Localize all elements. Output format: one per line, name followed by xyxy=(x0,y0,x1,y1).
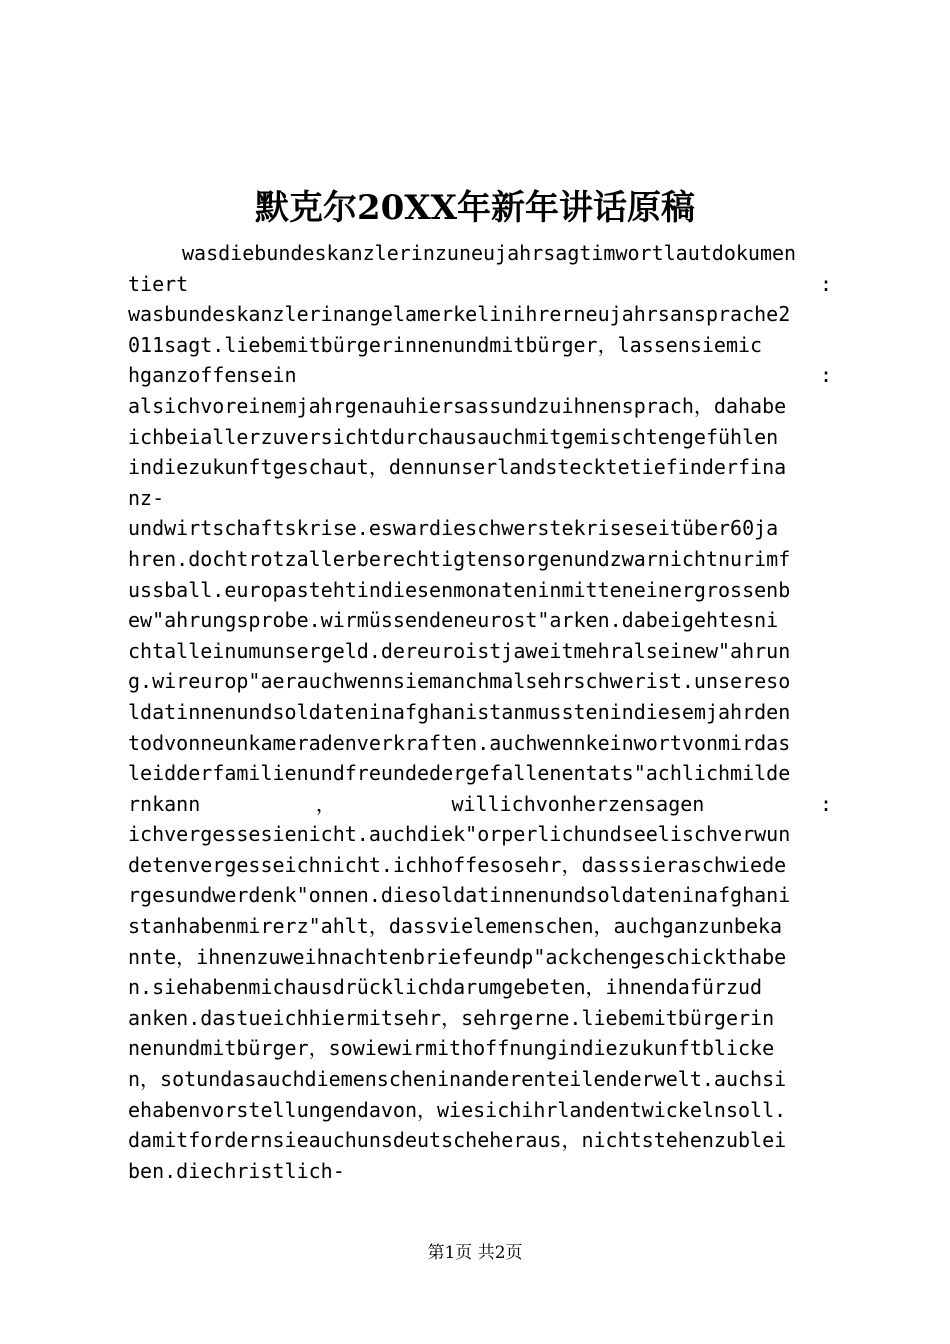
text-line: : xyxy=(819,271,832,296)
text-line: ussball.europastehtindiesenmonateninmitteneinergrossenb xyxy=(128,577,791,602)
text-line: chtalleinumunsergeld.dereuroistjaweitmehralseinew"ahrun xyxy=(128,638,791,663)
text-line: damitfordernsieauchunsdeutscheheraus，nichtstehenzublei xyxy=(128,1128,787,1153)
text-line: alsichvoreinemjahrgenauhiersassundzuihnensprach，dahabe xyxy=(128,393,787,418)
text-line: : xyxy=(819,791,832,816)
text-line: ichvergessesienicht.auchdiek"orperlichundseelischverwun xyxy=(128,822,791,847)
text-line: indiezukunftgeschaut，dennunserlandstecktetiefinderfina xyxy=(128,455,787,480)
text-line: todvonneunkameradenverkraften.auchwennkeinwortvonmirdas xyxy=(128,730,791,755)
text-line: stanhabenmirerz"ahlt，dassvielemenschen，auchganzunbeka xyxy=(128,914,783,939)
text-line: undwirtschaftskrise.eswardieschwerstekriseseitüber60ja xyxy=(128,516,779,541)
text-line: ichbeiallerzuversichtdurchausauchmitgemischtengefühlen xyxy=(128,424,779,449)
text-line: ben.diechristlich- xyxy=(128,1158,345,1183)
text-line: detenvergesseichnicht.ichhoffesosehr，dasssieraschwiede xyxy=(128,852,787,877)
document-body xyxy=(128,238,832,1186)
text-line: hren.dochtrotzallerberechtigtensorgenundzwarnichtnurimf xyxy=(128,546,791,571)
text-line: willichvonherzensagen xyxy=(451,791,705,816)
text-line: ldatinnenundsoldateninafghanistanmusstenindiesemjahrden xyxy=(128,699,791,724)
text-line: rgesundwerdenk"onnen.diesoldatinnenundsoldateninafghani xyxy=(128,883,791,908)
text-line: nnte，ihnenzuweihnachtenbriefeundp"ackchengeschickthabe xyxy=(128,944,787,969)
text-line: ， xyxy=(315,791,336,816)
text-line: leidderfamilienundfreundedergefallenentats"achlichmilde xyxy=(128,761,791,786)
text-line: ew"ahrungsprobe.wirmüssendeneurost"arken.dabeigehtesni xyxy=(128,608,779,633)
text-line-group xyxy=(128,789,832,820)
text-line: rnkann xyxy=(128,791,201,816)
text-line: n.siehabenmichausdrücklichdarumgebeten，ihnendafürzud xyxy=(128,975,763,1000)
page-footer: 第1页 共2页 xyxy=(427,1243,523,1263)
document-title: 默克尔20XX年新年讲话原稿 xyxy=(254,188,696,228)
text-line-group xyxy=(128,360,832,391)
text-line: wasbundeskanzlerinangelamerkelinihrerneujahrsansprache2 xyxy=(128,302,791,327)
text-line: nz- xyxy=(128,485,165,510)
text-line: nenundmitbürger，sowiewirmithoffnungindiezukunftblicke xyxy=(128,1036,775,1061)
text-line: n，sotundasauchdiemenscheninanderenteilenderwelt.auchsi xyxy=(128,1067,787,1092)
text-line: 011sagt.liebemitbürgerinnenundmitbürger，lassensiemic xyxy=(128,332,763,357)
text-line: hganzoffensein xyxy=(128,363,297,388)
text-line: anken.dastueichhiermitsehr，sehrgerne.liebemitbürgerin xyxy=(128,1005,775,1030)
text-line-group xyxy=(128,269,832,300)
text-line: wasdiebundeskanzlerinzuneujahrsagtimwortlautdokumen xyxy=(182,241,797,265)
text-line: : xyxy=(819,363,832,388)
text-line: g.wireurop"aerauchwennsiemanchmalsehrschwerist.unsereso xyxy=(128,669,791,694)
text-line: tiert xyxy=(128,271,189,296)
text-line: ehabenvorstellungendavon，wiesichihrlandentwickelnsoll. xyxy=(128,1097,787,1122)
